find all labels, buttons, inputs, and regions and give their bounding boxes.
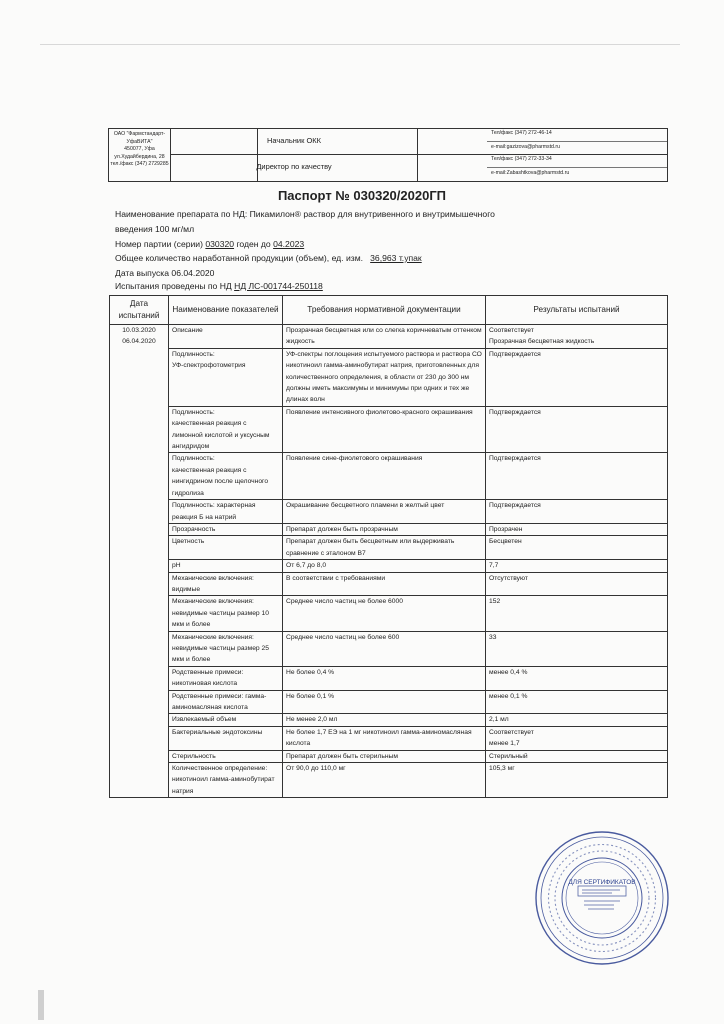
org-address: 450077, Уфа: [124, 146, 155, 152]
indicator-cell: Подлинность: качественная реакция с лимонной кислотой и уксусным ангидридом: [169, 406, 283, 453]
requirement-cell: Не менее 2,0 мл: [283, 714, 486, 726]
result-cell: Стерильный: [486, 750, 668, 762]
nd-number: НД ЛС-001744-250118: [234, 281, 323, 291]
table-row: [110, 750, 668, 762]
result-cell: менее 0,1 %: [486, 690, 668, 714]
requirement-cell: Прозрачная бесцветная или со слегка коричневатым оттенком жидкость: [283, 325, 486, 349]
org-phone: тел./факс (347) 2729285: [110, 161, 169, 167]
result-cell: 7,7: [486, 560, 668, 572]
requirement-cell: От 90,0 до 110,0 мг: [283, 763, 486, 798]
requirement-cell: В соответствии с требованиями: [283, 572, 486, 596]
quantity-value: 36,963 т.упак: [370, 253, 422, 263]
tested-by-line: Испытания проведены по НД НД ЛС-001744-250118: [115, 281, 323, 291]
results-table: [109, 295, 668, 798]
organization-cell: [109, 129, 171, 181]
contact-email-2: e-mail:Zabashtkova@pharmstd.ru: [491, 170, 570, 176]
requirement-cell: Появление интенсивного фиолетово-красного окрашивания: [283, 406, 486, 453]
requirement-cell: Среднее число частиц не более 600: [283, 631, 486, 666]
indicator-cell: Подлинность: УФ-спектрофотометрия: [169, 348, 283, 406]
requirement-cell: Препарат должен быть стерильным: [283, 750, 486, 762]
table-row: [110, 500, 668, 524]
passport-title: Паспорт № 030320/2020ГП: [277, 188, 447, 203]
contact-tel-1: Тел/факс (347) 272-46-14: [491, 130, 552, 136]
table-row: [110, 572, 668, 596]
result-cell: Подтверждается: [486, 348, 668, 406]
table-row: [110, 763, 668, 798]
product-name-line1: Наименование препарата по НД: Пикамилон® раствор для внутривенного и внутримышечного: [115, 209, 495, 219]
indicator-cell: рН: [169, 560, 283, 572]
indicator-cell: Количественное определение: никотиноил гамма-аминобутират натрия: [169, 763, 283, 798]
expiry-date: 04.2023: [273, 239, 305, 249]
result-cell: Подтверждается: [486, 406, 668, 453]
requirement-cell: Не более 0,4 %: [283, 666, 486, 690]
requirement-cell: Не более 0,1 %: [283, 690, 486, 714]
batch-line: Номер партии (серии) 030320 годен до 04.2023: [115, 239, 305, 249]
table-row: [110, 453, 668, 500]
header-block: [108, 128, 668, 182]
indicator-cell: Извлекаемый объем: [169, 714, 283, 726]
page-top-rule: [40, 44, 680, 45]
indicator-cell: Механические включения: невидимые частицы размер 10 мкм и более: [169, 596, 283, 631]
table-row: [110, 690, 668, 714]
result-cell: Подтверждается: [486, 500, 668, 524]
indicator-cell: Бактериальные эндотоксины: [169, 726, 283, 750]
indicator-cell: Механические включения: невидимые частицы размер 25 мкм и более: [169, 631, 283, 666]
role-quality-director: Директор по качеству: [256, 162, 332, 171]
requirement-cell: Появление сине-фиолетового окрашивания: [283, 453, 486, 500]
org-street: ул.Худайбердина, 28: [114, 153, 165, 160]
header-date: Дата испытаний: [110, 296, 169, 325]
requirement-cell: Не более 1,7 ЕЭ на 1 мг никотиноил гамма-аминомасляная кислота: [283, 726, 486, 750]
result-cell: Соответствует менее 1,7: [486, 726, 668, 750]
header-requirements: Требования нормативной документации: [283, 296, 486, 325]
indicator-cell: Цветность: [169, 536, 283, 560]
requirement-cell: От 6,7 до 8,0: [283, 560, 486, 572]
stamp-center-text: ДЛЯ СЕРТИФИКАТОВ: [568, 879, 636, 886]
table-row: [110, 536, 668, 560]
requirement-cell: Среднее число частиц не более 6000: [283, 596, 486, 631]
indicator-cell: Механические включения: видимые: [169, 572, 283, 596]
table-row: [110, 325, 668, 349]
result-cell: Подтверждается: [486, 453, 668, 500]
contact-tel-2: Тел/факс (347) 272-33-34: [491, 156, 552, 162]
product-name-line2: введения 100 мг/мл: [115, 224, 195, 234]
org-name: ОАО "Фармстандарт-УфаВИТА": [113, 131, 166, 145]
requirement-cell: Препарат должен быть прозрачным: [283, 523, 486, 535]
indicator-cell: Описание: [169, 325, 283, 349]
quantity-line: Общее количество наработанной продукции (объем), ед. изм. 36,963 т.упак: [115, 253, 422, 263]
result-cell: менее 0,4 %: [486, 666, 668, 690]
indicator-cell: Прозрачность: [169, 523, 283, 535]
contact-email-1: e-mail:gazizova@pharmstd.ru: [491, 144, 560, 150]
table-header-row: [110, 296, 668, 325]
requirement-cell: УФ-спектры поглощения испытуемого раствора и раствора СО никотиноил гамма-аминобутират натрия, приготовленных для количественного определения, в области от 230 до 300 нм должны иметь максимумы и минимумы при одних и тех же длинах волн: [283, 348, 486, 406]
indicator-cell: Стерильность: [169, 750, 283, 762]
result-cell: 105,3 мг: [486, 763, 668, 798]
table-row: [110, 348, 668, 406]
result-cell: Отсутствуют: [486, 572, 668, 596]
result-cell: Соответствует Прозрачная бесцветная жидкость: [486, 325, 668, 349]
round-seal-stamp: [532, 828, 672, 968]
table-row: [110, 726, 668, 750]
header-results: Результаты испытаний: [486, 296, 668, 325]
result-cell: 152: [486, 596, 668, 631]
result-cell: Прозрачен: [486, 523, 668, 535]
indicator-cell: Подлинность: характерная реакция Б на натрий: [169, 500, 283, 524]
role-head-qc: Начальник ОКК: [266, 136, 322, 145]
batch-number: 030320: [205, 239, 235, 249]
indicator-cell: Подлинность: качественная реакция с нингидрином после щелочного гидролиза: [169, 453, 283, 500]
result-cell: 2,1 мл: [486, 714, 668, 726]
header-indicator: Наименование показателей: [169, 296, 283, 325]
release-date: Дата выпуска 06.04.2020: [115, 268, 215, 278]
table-row: [110, 714, 668, 726]
result-cell: Бесцветен: [486, 536, 668, 560]
requirement-cell: Препарат должен быть бесцветным или выдерживать сравнение с эталоном В7: [283, 536, 486, 560]
result-cell: 33: [486, 631, 668, 666]
indicator-cell: Родственные примеси: гамма-аминомасляная кислота: [169, 690, 283, 714]
requirement-cell: Окрашивание бесцветного пламени в желтый цвет: [283, 500, 486, 524]
table-row: [110, 596, 668, 631]
table-row: [110, 406, 668, 453]
table-row: [110, 523, 668, 535]
table-row: [110, 631, 668, 666]
table-row: [110, 560, 668, 572]
table-row: [110, 666, 668, 690]
indicator-cell: Родственные примеси: никотиновая кислота: [169, 666, 283, 690]
test-dates-cell: 10.03.2020 06.04.2020: [110, 325, 169, 798]
scan-margin-mark: [38, 990, 44, 1020]
